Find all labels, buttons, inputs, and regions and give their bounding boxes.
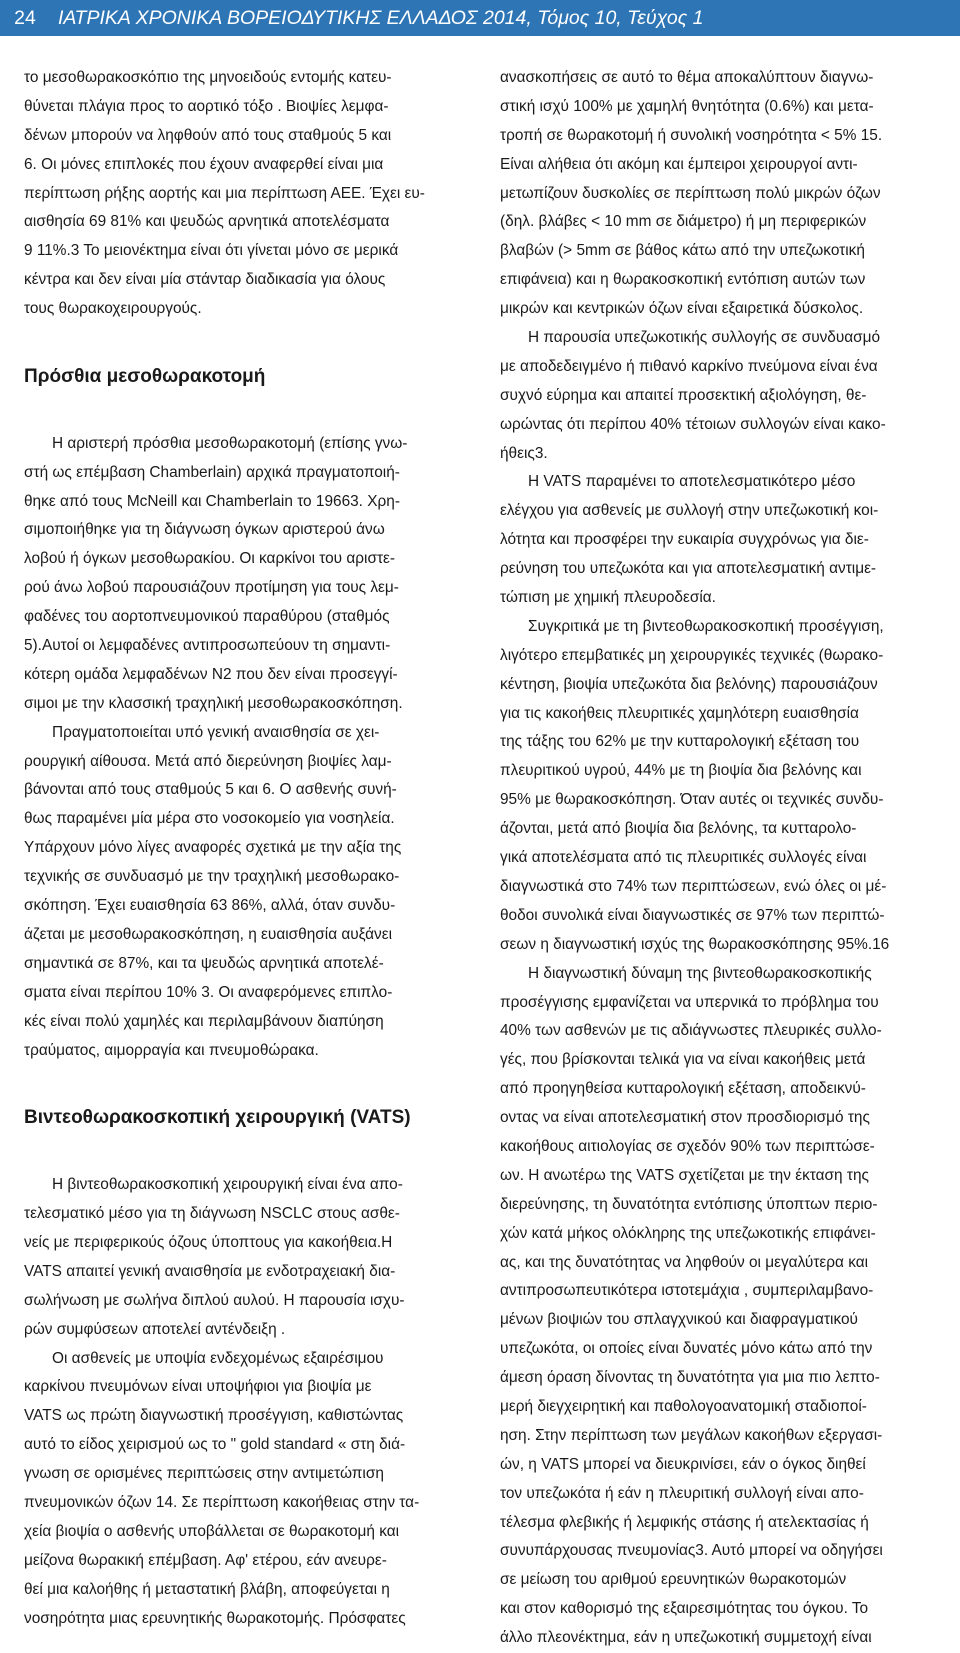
text-line: λοβού ή όγκων μεσοθωρακίου. Οι καρκίνοι του αριστε- [24,550,396,568]
text-line: Η αριστερή πρόσθια μεσοθωρακοτομή (επίσης γνω- [52,434,408,452]
text-line: υπεζωκότα, οι οποίες είναι δυνατές μόνο κάτω από την [500,1340,873,1358]
text-line: νοσηρότητα μιας ερευνητικής θωρακοτομής. Πρόσφατες [24,1609,406,1627]
text-line: ρού άνω λοβού παρουσιάζουν προτίμηση για τους λεμ- [24,579,399,597]
journal-title: ΙΑΤΡΙΚΑ ΧΡΟΝΙΚΑ ΒΟΡΕΙΟΔΥΤΙΚΗΣ ΕΛΛΑΔΟΣ 2014, Τόμος 10, Τεύχος 1 [58,6,704,29]
text-line: κέντηση, βιοψία υπεζωκότα δια βελόνης) παρουσιάζουν [500,675,878,693]
text-line: 40% των ασθενών με τις αδιάγνωστες πλευρικές συλλο- [500,1022,882,1040]
text-line: κακοήθους αιτιολογίας σε σχεδόν 90% των περιπτώσε- [500,1137,875,1155]
text-line: Υπάρχουν μόνο λίγες αναφορές σχετικά με την αξία της [24,839,402,857]
text-line: διερεύνησης, τη δυνατότητα εντόπισης ύποπτων περιο- [500,1195,878,1213]
text-line: ωρώντας ότι περίπου 40% τέτοιων συλλογών είναι κακο- [500,415,886,433]
text-line: άζονται, μετά από βιοψία δια βελόνης, τα κυτταρολο- [500,820,857,838]
text-line: VATS ως πρώτη διαγνωστική προσέγγιση, καθιστώντας [24,1407,404,1425]
text-line: στική ισχύ 100% με χαμηλή θνητότητα (0.6%) και μετα- [500,97,874,115]
text-line: τώπιση με χημική πλευροδεσία. [500,589,716,607]
text-line: με αποδεδειγμένο ή πιθανό καρκίνο πνεύμονα είναι ένα [500,357,878,375]
text-line: κότερη ομάδα λεμφαδένων Ν2 που δεν είναι προσεγγί- [24,665,398,683]
section-heading: Πρόσθια μεσοθωρακοτομή [24,365,266,387]
text-line: Είναι αλήθεια ότι ακόμη και έμπειροι χειρουργοί αντι- [500,155,858,173]
text-line: βάνονται από τους σταθμούς 5 και 6. Ο ασθενής συνή- [24,781,397,799]
text-line: Συγκριτικά με τη βιντεοθωρακοσκοπική προσέγγιση, [528,617,884,635]
page-header [0,0,960,36]
text-line: φαδένες του αορτοπνευμονικού παραθύρου (σταθμός [24,608,390,626]
text-line: θηκε από τους McNeill και Chamberlain το 19663. Χρη- [24,492,400,510]
text-line: ων. Η ανωτέρω της VATS σχετίζεται με την έκταση της [500,1166,869,1184]
text-line: ών, η VATS μπορεί να διευκρινίσει, εάν ο όγκος διηθεί [500,1455,866,1473]
text-line: καρκίνου πνευμόνων είναι υποψήφιοι για βιοψία με [24,1378,372,1396]
paragraph [500,468,938,612]
text-line: λότητα και προσφέρει την ευκαιρία συγχρόνως για διε- [500,531,869,549]
text-line: τεχνικής σε συνδυασμό με την τραχηλική μεσοθωρακο- [24,868,400,886]
text-line: μετωπίζουν δυσκολίες σε περίπτωση πολύ μικρών όζων [500,184,881,202]
text-line: πνευμονικών όζων 14. Σε περίπτωση κακοήθειας στην τα- [24,1493,420,1511]
page-number: 24 [14,6,36,29]
text-line: σεων η διαγνωστική ισχύς της θωρακοσκόπησης 95%.16 [500,935,890,953]
section-heading: Βιντεοθωρακοσκοπική χειρουργική (VATS) [24,1107,411,1129]
text-line: διαγνωστικά στο 74% των περιπτώσεων, ενώ όλες οι μέ- [500,877,887,895]
text-line: γικά αποτελέσματα από τις πλευριτικές συλλογές είναι [500,849,867,867]
text-line: άζεται με μεσοθωρακοσκόπηση, η ευαισθησία αυξάνει [24,925,393,943]
text-line: Η διαγνωστική δύναμη της βιντεοθωρακοσκοπικής [528,964,872,982]
text-line: σιμοι με την κλασσική τραχηλική μεσοθωρακοσκόπηση. [24,694,403,712]
text-line: προσέγγισης εμφανίζεται να υπερνικά το πρόβλημα του [500,993,879,1011]
text-line: ας, και της δυνατότητας να ληφθούν οι μεγαλύτερα και [500,1253,869,1271]
paragraph [500,613,938,960]
text-line: σκόπηση. Έχει ευαισθησία 63 86%, αλλά, όταν συνδυ- [24,897,396,915]
text-line: το μεσοθωρακοσκόπιο της μηνοειδούς εντομής κατευ- [24,69,392,86]
text-line: από προηγηθείσα κυτταρολογική εξέταση, αποδεικνύ- [500,1080,866,1098]
paragraph [24,719,466,1066]
text-line: μερή διεγχειρητική και παθολογοανατομική σταδιοποί- [500,1397,867,1415]
text-line: σματα είναι περίπου 10% 3. Οι αναφερόμενες επιπλο- [24,983,393,1001]
paragraph [24,1345,466,1634]
text-line: χών κατά μήκος ολόκληρης της υπεζωκοτικής επιφάνει- [500,1224,876,1242]
text-line: θύνεται πλάγια προς το αορτικό τόξο . Βιοψίες λεμφα- [24,97,389,115]
text-line: (δηλ. βλάβες < 10 mm σε διάμετρο) ή μη περιφερικών [500,213,867,231]
text-line: τον υπεζωκότα ή εάν η πλευριτική συλλογή είναι απο- [500,1484,864,1502]
text-line: τροπή σε θωρακοτομή ή συνολική νοσηρότητα < 5% 15. [500,126,883,144]
text-line: τραύματος, αιμορραγία και πνευμοθώρακα. [24,1041,319,1059]
text-line: και στον καθορισμό της εξαιρεσιμότητας του όγκου. Το [500,1600,869,1618]
text-line: ελέγχου για ασθενείς με συλλογή στην υπεζωκοτική κοι- [500,502,879,520]
paragraph [500,960,938,1653]
text-line: θεί μια καλοήθης ή μεταστατική βλάβη, αποφεύγεται η [24,1580,390,1598]
text-line: επιφάνεια) και η θωρακοσκοπική εντόπιση αυτών των [500,271,866,289]
right-column [500,64,938,1653]
text-line: στή ως επέμβαση Chamberlain) αρχικά πραγματοποιή- [24,463,400,481]
text-line: σημαντικά σε 87%, και τα ψευδώς αρνητικά αποτελέ- [24,954,384,972]
text-line: Οι ασθενείς με υποψία ενδεχομένως εξαιρέσιμου [52,1349,384,1367]
text-line: της τάξης του 62% με την κυτταρολογική εξέταση του [500,733,860,751]
text-line: οντας να είναι αποτελεσματική στον προσδιορισμό της [500,1109,870,1127]
paragraph [24,64,466,324]
text-line: για τις κακοήθεις πλευριτικές χαμηλότερη ευαισθησία [500,704,859,722]
text-line: Η βιντεοθωρακοσκοπική χειρουργική είναι ένα απο- [52,1176,403,1194]
text-line: ρουργική αίθουσα. Μετά από διερεύνηση βιοψίες λαμ- [24,752,392,770]
text-line: σε μείωση του αριθμού ερευνητικών θωρακοτομών [500,1571,847,1589]
text-line: συνυπάρχουσας πνευμονίας3. Αυτό μπορεί να οδηγήσει [500,1542,883,1560]
text-line: γνωση σε ορισμένες περιπτώσεις στην αντιμετώπιση [24,1465,384,1483]
paragraph [24,430,466,719]
text-line: ήθεις3. [500,444,548,462]
paragraph [500,324,938,468]
text-line: σιμοποιήθηκε για τη διάγνωση όγκων αριστερού άνω [24,521,385,539]
text-line: Η VATS παραμένει το αποτελεσματικότερο μέσο [528,473,856,491]
text-line: αισθησία 69 81% και ψευδώς αρνητικά αποτελέσματα [24,213,390,231]
text-line: βλαβών (> 5mm σε βάθος κάτω από την υπεζωκοτική [500,242,865,260]
text-line: σωλήνωση με σωλήνα διπλού αυλού. Η παρουσία ισχυ- [24,1291,405,1309]
text-line: δένων μπορούν να ληφθούν από τους σταθμούς 5 και [24,126,392,144]
text-line: χεία βιοψία ο ασθενής υποβάλλεται σε θωρακοτομή και [24,1522,400,1540]
paragraph [500,64,938,324]
text-line: νείς με περιφερικούς όζους ύποπτους για κακοήθεια.Η [24,1233,393,1251]
paragraph [24,1171,466,1344]
text-line: περίπτωση ρήξης αορτής και μια περίπτωση ΑΕΕ. Έχει ευ- [24,184,425,202]
text-line: μείζονα θωρακική επέμβαση. Αφ' ετέρου, εάν ανευρε- [24,1551,387,1569]
text-line: ρών συμφύσεων αποτελεί αντένδειξη . [24,1320,286,1338]
text-line: κές είναι πολύ χαμηλές και περιλαμβάνουν διαπύηση [24,1012,384,1030]
text-line: άμεση όραση δίνοντας τη δυνατότητα για μια πιο λεπτο- [500,1369,880,1387]
text-line: αυτό το είδος χειρισμού ως το " gold standard « στη διά- [24,1436,406,1454]
text-line: 9 11%.3 Το μειονέκτημα είναι ότι γίνεται μόνο σε μερικά [24,242,399,260]
left-column [24,64,466,1633]
text-line: Πραγματοποιείται υπό γενική αναισθησία σε χει- [52,723,380,741]
text-line: Η παρουσία υπεζωκοτικής συλλογής σε συνδυασμό [528,329,881,347]
text-line: τελεσματικό μέσο για τη διάγνωση NSCLC στους ασθε- [24,1205,400,1223]
text-line: λιγότερο επεμβατικές μη χειρουργικές τεχνικές (θωρακο- [500,646,884,664]
text-line: μικρών και κεντρικών όζων είναι εξαιρετικά δύσκολος. [500,300,864,318]
text-line: VATS απαιτεί γενική αναισθησία με ενδοτραχειακή δια- [24,1262,396,1280]
text-line: μένων βιοψιών του σπλαγχνικού και διαφραγματικού [500,1311,858,1329]
text-line: ρεύνηση του υπεζωκότα και για αποτελεσματική αντιμε- [500,560,877,578]
text-line: συχνό εύρημα και απαιτεί προσεκτική αξιολόγηση, θε- [500,386,867,404]
text-line: πλευριτικού υγρού, 44% με τη βιοψία δια βελόνης και [500,762,862,780]
text-line: άλλο πλεονέκτημα, εάν η υπεζωκοτική συμμετοχή είναι [500,1629,872,1647]
text-line: 5).Αυτοί οι λεμφαδένες αντιπροσωπεύουν τη σημαντι- [24,637,391,655]
text-line: κέντρα και δεν είναι μία στάνταρ διαδικασία για όλους [24,271,386,289]
text-line: τέλεσμα φλεβικής ή λεμφικής στάσης ή ατελεκτασίας ή [500,1513,869,1531]
text-line: τους θωρακοχειρουργούς. [24,300,202,318]
text-line: 95% με θωρακοσκόπηση. Όταν αυτές οι τεχνικές συνδυ- [500,791,884,809]
text-line: γές, που βρίσκονται τελικά για να είναι κακοήθεις μετά [500,1051,866,1069]
text-line: ανασκοπήσεις σε αυτό το θέμα αποκαλύπτουν διαγνω- [500,69,874,86]
text-line: θως παραμένει μία μέρα στο νοσοκομείο για νοσηλεία. [24,810,395,828]
text-line: αντιπροσωπευτικότερα ιστοτεμάχια , συμπεριλαμβανο- [500,1282,874,1300]
text-line: 6. Οι μόνες επιπλοκές που έχουν αναφερθεί είναι μια [24,155,384,173]
text-line: ηση. Στην περίπτωση των μεγάλων κακοήθων εξεργασι- [500,1426,883,1444]
text-line: θοδοι συνολικά είναι διαγνωστικές σε 97% των περιπτώ- [500,906,885,924]
